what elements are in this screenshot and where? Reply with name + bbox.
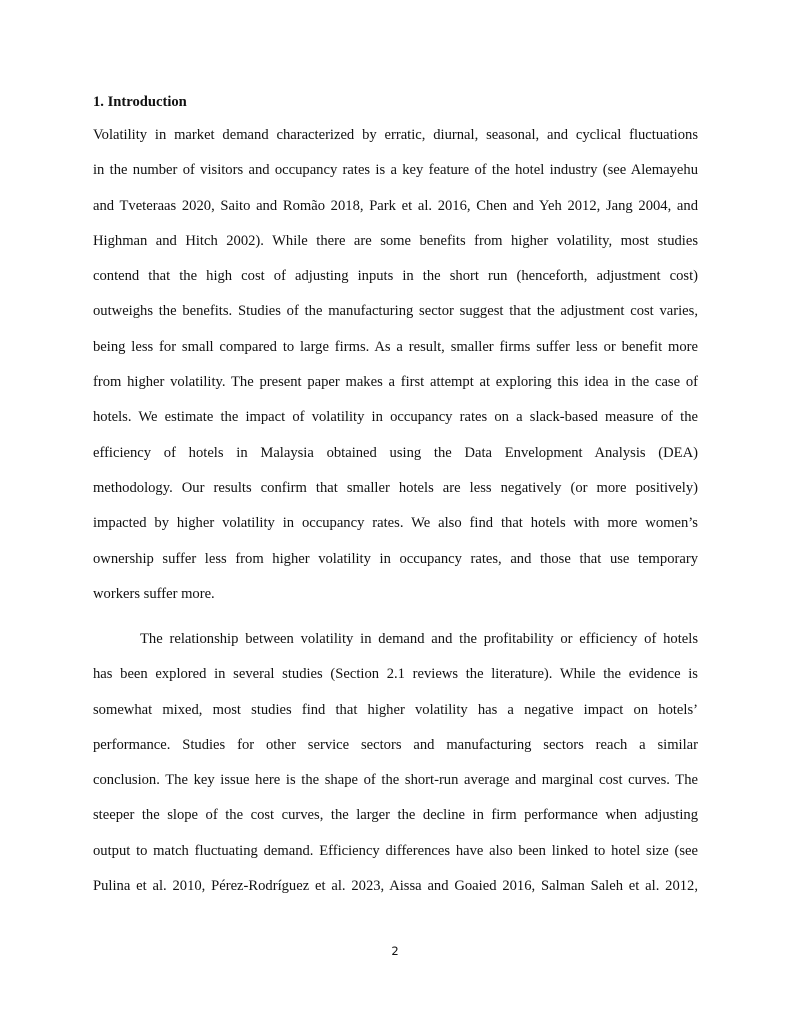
paragraph-line: output to match fluctuating demand. Efficiency differences have also been linked to hotel size (see: [93, 842, 698, 859]
paragraph-line: in the number of visitors and occupancy rates is a key feature of the hotel industry (see Alemayehu: [93, 162, 698, 179]
paragraph-line: Volatility in market demand characterized by erratic, diurnal, seasonal, and cyclical fluctuations: [93, 127, 698, 143]
paragraph-line: Pulina et al. 2010, Pérez-Rodríguez et al. 2023, Aissa and Goaied 2016, Salman Saleh et al. 2012,: [93, 878, 698, 895]
paragraph-line: contend that the high cost of adjusting inputs in the short run (henceforth, adjustment cost): [93, 268, 698, 285]
paragraph-line: methodology. Our results confirm that smaller hotels are less negatively (or more positively): [93, 479, 698, 496]
paragraph-line: from higher volatility. The present paper makes a first attempt at exploring this idea in the case of: [93, 374, 698, 391]
paragraph-line: hotels. We estimate the impact of volatility in occupancy rates on a slack-based measure of the: [93, 409, 698, 426]
paragraph-line: outweighs the benefits. Studies of the manufacturing sector suggest that the adjustment cost varies,: [93, 303, 698, 320]
paragraph-line: workers suffer more.: [93, 585, 215, 602]
paragraph-line: has been explored in several studies (Section 2.1 reviews the literature). While the evidence is: [93, 666, 698, 683]
paragraph-line: The relationship between volatility in demand and the profitability or efficiency of hotels: [140, 631, 698, 647]
paragraph-line: somewhat mixed, most studies find that higher volatility has a negative impact on hotels’: [93, 701, 698, 718]
paragraph-1: [93, 125, 698, 619]
paragraph-line: ownership suffer less from higher volatility in occupancy rates, and those that use temporary: [93, 550, 698, 567]
section-heading: 1. Introduction: [93, 94, 187, 110]
paragraph-2: [93, 629, 698, 911]
paragraph-line: conclusion. The key issue here is the shape of the short-run average and marginal cost curves. The: [93, 772, 698, 789]
paragraph-line: efficiency of hotels in Malaysia obtained using the Data Envelopment Analysis (DEA): [93, 444, 698, 461]
paragraph-line: impacted by higher volatility in occupancy rates. We also find that hotels with more women’s: [93, 515, 698, 532]
paragraph-line: and Tveteraas 2020, Saito and Romão 2018, Park et al. 2016, Chen and Yeh 2012, Jang 2004, and: [93, 197, 698, 214]
paragraph-line: performance. Studies for other service sectors and manufacturing sectors reach a similar: [93, 736, 698, 753]
paragraph-line: Highman and Hitch 2002). While there are some benefits from higher volatility, most studies: [93, 232, 698, 249]
page-number: 2: [391, 944, 399, 958]
paragraph-line: being less for small compared to large firms. As a result, smaller firms suffer less or benefit more: [93, 338, 698, 355]
paragraph-line: steeper the slope of the cost curves, the larger the decline in firm performance when adjusting: [93, 807, 698, 824]
